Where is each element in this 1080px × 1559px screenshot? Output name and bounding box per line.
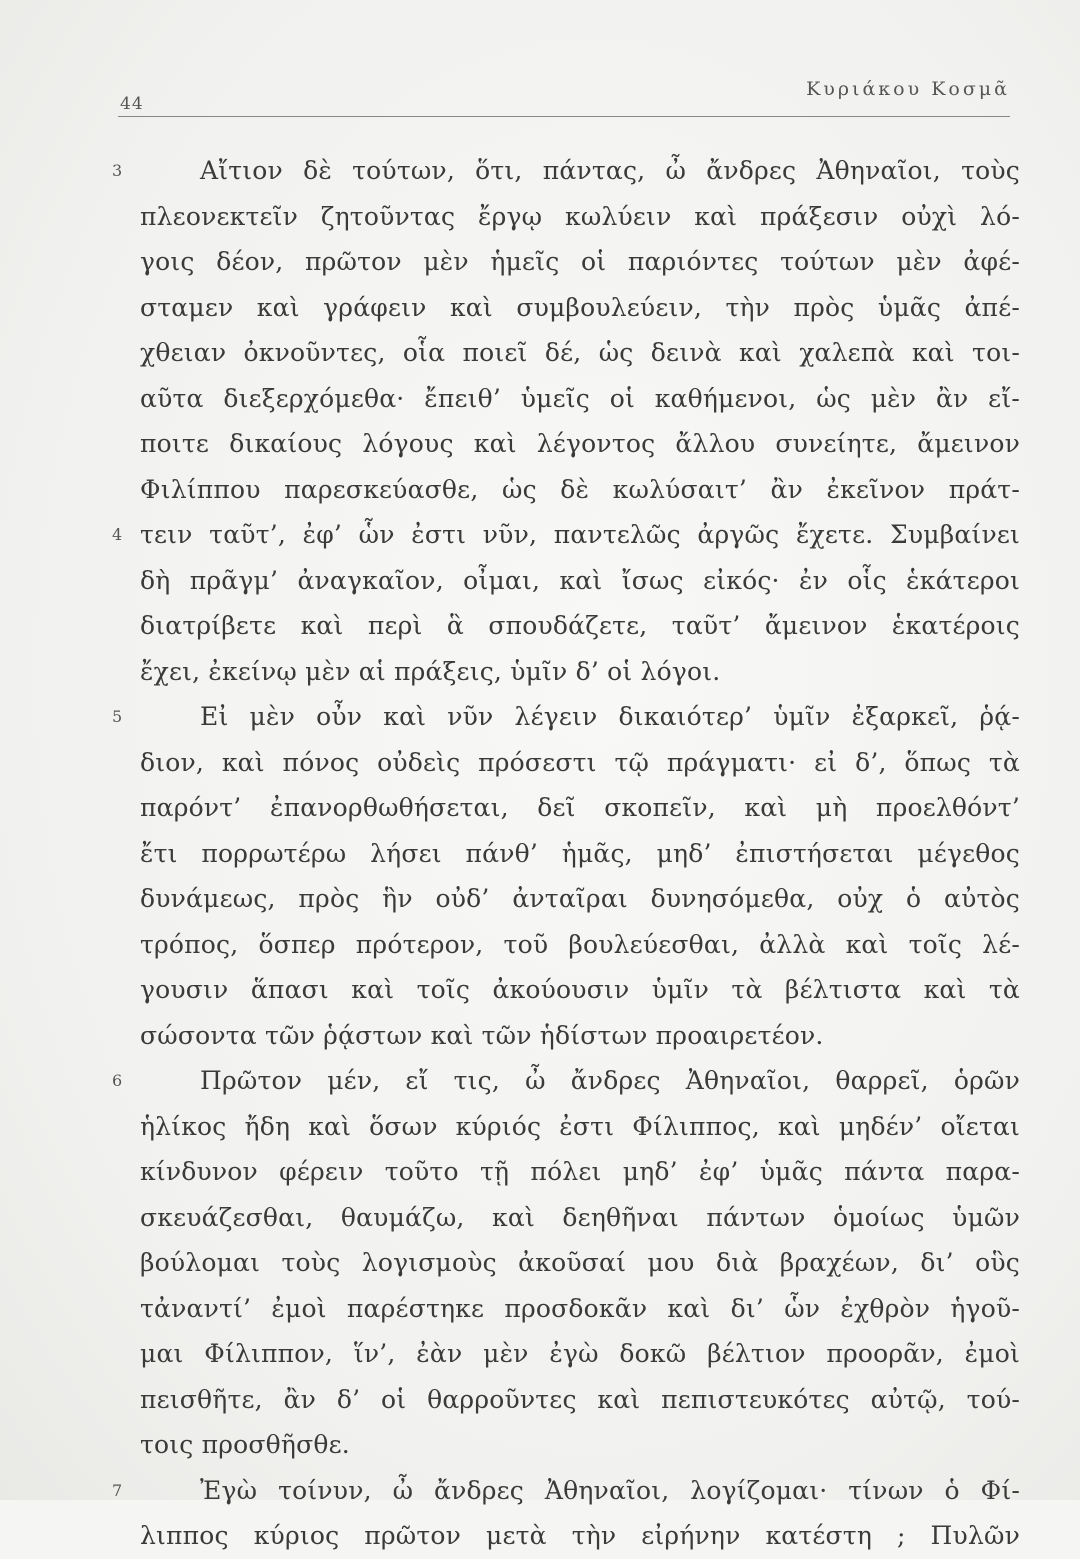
text-line: σώσοντα τῶν ῥᾴστων καὶ τῶν ἡδίστων προαιρετέον. bbox=[140, 1020, 824, 1050]
text-line: αῦτα διεξερχόμεθα· ἔπειθ’ ὑμεῖς οἱ καθήμενοι, ὡς μὲν ἂν εἴ- bbox=[140, 383, 1020, 413]
text-line: διον, καὶ πόνος οὐδεὶς πρόσεστι τῷ πράγματι· εἰ δ’, ὅπως τὰ bbox=[140, 747, 1020, 777]
text-line: ἔχει, ἐκείνῳ μὲν αἱ πράξεις, ὑμῖν δ’ οἱ λόγοι. bbox=[140, 656, 721, 686]
text-line: 5 Εἰ μὲν οὖν καὶ νῦν λέγειν δικαιότερ’ ὑμῖν ἐξαρκεῖ, ῥᾴ- bbox=[140, 694, 1020, 740]
text-line: 7 Ἐγὼ τοίνυν, ὦ ἄνδρες Ἀθηναῖοι, λογίζομαι· τίνων ὁ Φί- bbox=[140, 1468, 1020, 1514]
text-line: Φιλίππου παρεσκεύασθε, ὡς δὲ κωλύσαιτ’ ἂν ἐκεῖνον πράτ- bbox=[140, 474, 1020, 504]
section-number: 6 bbox=[112, 1071, 123, 1090]
text-line: διατρίβετε καὶ περὶ ἃ σπουδάζετε, ταῦτ’ ἄμεινον ἑκατέροις bbox=[140, 611, 1020, 640]
text-line: λιππος κύριος πρῶτον μετὰ τὴν εἰρήνην κατέστη ; Πυλῶν bbox=[140, 1521, 1020, 1550]
text-line: τρόπος, ὅσπερ πρότερον, τοῦ βουλεύεσθαι, ἀλλὰ καὶ τοῖς λέ- bbox=[140, 929, 1020, 959]
text-line: τἀναντί’ ἐμοὶ παρέστηκε προσδοκᾶν καὶ δι’ ὧν ἐχθρὸν ἡγοῦ- bbox=[140, 1293, 1020, 1323]
text-line: δὴ πρᾶγμ’ ἀναγκαῖον, οἶμαι, καὶ ἴσως εἰκός· ἐν οἷς ἑκάτεροι bbox=[140, 565, 1020, 595]
section-number: 4 bbox=[112, 525, 123, 544]
text-line: ποιτε δικαίους λόγους καὶ λέγοντος ἄλλου συνείητε, ἄμεινον bbox=[140, 429, 1020, 458]
page-number: 44 bbox=[120, 94, 144, 114]
text-line: πεισθῆτε, ἂν δ’ οἱ θαρροῦντες καὶ πεπιστευκότες αὐτῷ, τού- bbox=[140, 1384, 1020, 1414]
header-rule bbox=[118, 116, 1010, 117]
section-number: 7 bbox=[112, 1480, 123, 1500]
text-line: πλεονεκτεῖν ζητοῦντας ἔργῳ κωλύειν καὶ πράξεσιν οὐχὶ λό- bbox=[140, 201, 1020, 231]
text-line: χθειαν ὀκνοῦντες, οἷα ποιεῖ δέ, ὡς δεινὰ καὶ χαλεπὰ καὶ τοι- bbox=[140, 338, 1020, 367]
body-text bbox=[112, 148, 1020, 1559]
section-number: 5 bbox=[112, 707, 123, 726]
section-number: 3 bbox=[112, 161, 123, 180]
page-header bbox=[118, 78, 1010, 118]
text-line: γοις δέον, πρῶτον μὲν ἡμεῖς οἱ παριόντες τούτων μὲν ἀφέ- bbox=[140, 247, 1020, 276]
text-line: 3 Αἴτιον δὲ τούτων, ὅτι, πάντας, ὦ ἄνδρες Ἀθηναῖοι, τοὺς bbox=[140, 148, 1020, 194]
text-line: δυνάμεως, πρὸς ἣν οὐδ’ ἀνταῖραι δυνησόμεθα, οὐχ ὁ αὐτὸς bbox=[140, 884, 1020, 913]
text-line: παρόντ’ ἐπανορθωθήσεται, δεῖ σκοπεῖν, καὶ μὴ προελθόντ’ bbox=[140, 793, 1020, 822]
running-title: Κυριάκου Κοσμᾶ bbox=[806, 78, 1010, 100]
text-line: γουσιν ἅπασι καὶ τοῖς ἀκούουσιν ὑμῖν τὰ βέλτιστα καὶ τὰ bbox=[140, 975, 1020, 1004]
text-line: σταμεν καὶ γράφειν καὶ συμβουλεύειν, τὴν πρὸς ὑμᾶς ἀπέ- bbox=[140, 292, 1020, 322]
text-line: 4 τειν ταῦτ’, ἐφ’ ὧν ἐστι νῦν, παντελῶς ἀργῶς ἔχετε. Συμβαίνει bbox=[140, 512, 1020, 558]
text-line: κίνδυνον φέρειν τοῦτο τῇ πόλει μηδ’ ἐφ’ ὑμᾶς πάντα παρα- bbox=[140, 1157, 1020, 1186]
text-line: μαι Φίλιππον, ἵν’, ἐὰν μὲν ἐγὼ δοκῶ βέλτιον προορᾶν, ἐμοὶ bbox=[140, 1339, 1020, 1368]
text-line: ἡλίκος ἤδη καὶ ὅσων κύριός ἐστι Φίλιππος, καὶ μηδέν’ οἴεται bbox=[140, 1111, 1020, 1141]
text-line: 6 Πρῶτον μέν, εἴ τις, ὦ ἄνδρες Ἀθηναῖοι, θαρρεῖ, ὁρῶν bbox=[140, 1058, 1020, 1104]
text-line: βούλομαι τοὺς λογισμοὺς ἀκοῦσαί μου διὰ βραχέων, δι’ οὓς bbox=[140, 1248, 1020, 1277]
text-line: σκευάζεσθαι, θαυμάζω, καὶ δεηθῆναι πάντων ὁμοίως ὑμῶν bbox=[140, 1202, 1020, 1232]
text-line: τοις προσθῆσθε. bbox=[140, 1430, 350, 1459]
text-line: ἔτι πορρωτέρω λήσει πάνθ’ ἡμᾶς, μηδ’ ἐπιστήσεται μέγεθος bbox=[140, 838, 1020, 868]
